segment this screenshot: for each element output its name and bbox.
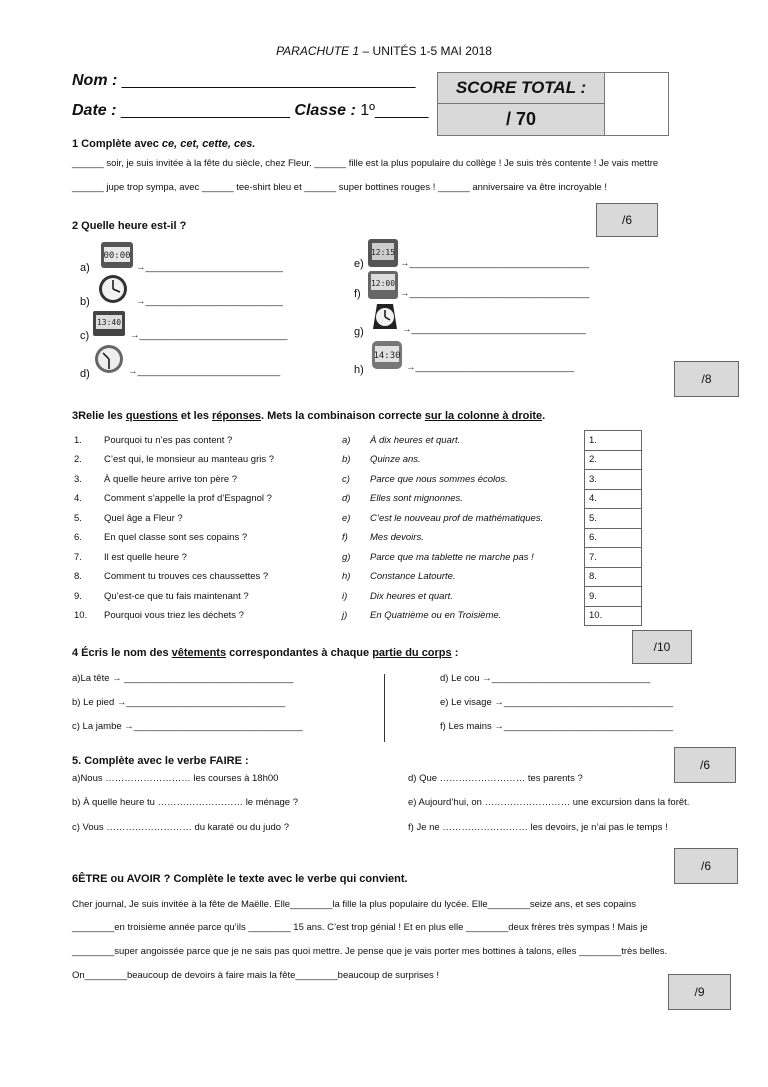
answer-box[interactable]: 8.: [585, 567, 642, 587]
clock-item-a-label: a): [80, 262, 90, 274]
section-6-title: 6ÊTRE ou AVOIR ? Complète le texte avec le verbe qui convient.: [72, 873, 408, 885]
question-text: Il est quelle heure ?: [104, 551, 187, 563]
table-row: [70, 528, 642, 548]
answer-letter: b): [342, 454, 351, 466]
answer-letter: j): [342, 610, 348, 622]
clock-item-d-label: d): [80, 368, 90, 380]
table-row: [70, 470, 642, 490]
section-1-line-1: ______ soir, je suis invitée à la fête du siècle, chez Fleur. ______ fille est la plus populaire du collège ! Je suis très contente ! Je vais mettre: [72, 158, 659, 169]
clock-item-g-label: g): [354, 326, 364, 338]
answer-letter: d): [342, 493, 351, 505]
s3-end: .: [542, 410, 546, 422]
s5-item-a[interactable]: a)Nous ……………………… les courses à 18h00: [72, 773, 279, 784]
s4-item-a[interactable]: a)La tête → ________________________________: [72, 673, 294, 684]
score-total-box: [437, 72, 669, 136]
answer-box[interactable]: 5.: [585, 509, 642, 529]
date-field[interactable]: ___________________: [120, 102, 290, 119]
clock-e-time: 12:15: [370, 248, 396, 257]
clock-item-b-line[interactable]: →__________________________: [136, 296, 283, 307]
section-1-title: [72, 138, 255, 150]
s3-mid1: et les: [177, 410, 213, 422]
s3-mid2: . Mets la combinaison correcte: [260, 410, 425, 422]
s4-mid: correspondantes à chaque: [226, 647, 373, 659]
question-text: Comment tu trouves ces chaussettes ?: [104, 571, 269, 583]
answer-text: Parce que nous sommes écolos.: [370, 473, 508, 485]
s5-item-f[interactable]: f) Je ne ……………………… les devoirs, je n’ai pas le temps !: [408, 822, 668, 833]
row-number: 7.: [74, 551, 82, 563]
score-total-value: / 70: [438, 104, 605, 135]
s4-item-b[interactable]: b) Le pied →______________________________: [72, 697, 285, 708]
clock-item-f-line[interactable]: →__________________________________: [400, 288, 590, 299]
question-text: Pourquoi tu n’es pas content ?: [104, 434, 233, 446]
section-2-points-a: /6: [596, 203, 658, 237]
section-5-title: 5. Complète avec le verbe FAIRE :: [72, 755, 249, 767]
question-text: Pourquoi vous triez les déchets ?: [104, 610, 244, 622]
analog-clock-icon: [92, 344, 126, 379]
s3-colonne: sur la colonne à droite: [424, 410, 543, 422]
table-row: [70, 548, 642, 568]
clock-c-time: 13:40: [96, 318, 122, 327]
table-row: [70, 431, 642, 451]
row-number: 5.: [74, 512, 82, 524]
s4-end: :: [451, 647, 459, 659]
answer-text: C’est le nouveau prof de mathématiques.: [370, 512, 544, 524]
table-row: [70, 489, 642, 509]
answer-box[interactable]: 6.: [585, 528, 642, 548]
date-row: [72, 102, 428, 120]
answer-letter: a): [342, 434, 351, 446]
nom-field[interactable]: _________________________________: [121, 72, 416, 89]
section-2-title: 2 Quelle heure est-il ?: [72, 220, 187, 232]
row-number: 3.: [74, 473, 82, 485]
answer-text: En Quatrième ou en Troisième.: [370, 610, 502, 622]
header-title-rest: – UNITÉS 1-5 MAI 2018: [359, 44, 492, 58]
classe-field[interactable]: 1º______: [360, 102, 429, 119]
row-number: 8.: [74, 571, 82, 583]
answer-box[interactable]: 1.: [585, 431, 642, 451]
table-row: [70, 567, 642, 587]
s6-line-2: ________en troisième année parce qu’ils ________ 15 ans. C’est trop génial ! Et en plus elle ________deux frères très sympas ! Mais je: [72, 922, 648, 933]
answer-text: Quinze ans.: [370, 454, 421, 466]
date-label: Date :: [72, 102, 121, 119]
s4-item-c[interactable]: c) La jambe →________________________________: [72, 721, 303, 732]
section-1-line-2: ______ jupe trop sympa, avec ______ tee-shirt bleu et ______ super bottines rouges ! ______ anniversaire va être incroyable !: [72, 182, 607, 193]
row-number: 9.: [74, 590, 82, 602]
clock-f-time: 12:00: [370, 279, 396, 288]
question-text: Quel âge a Fleur ?: [104, 512, 183, 524]
s4-item-e[interactable]: e) Le visage →________________________________: [440, 697, 673, 708]
clock-item-c-label: c): [80, 330, 90, 342]
score-total-label: SCORE TOTAL :: [438, 73, 605, 104]
section-4-title: [72, 647, 458, 659]
clock-item-f-label: f): [354, 288, 361, 300]
header-title-italic: PARACHUTE 1: [276, 44, 360, 58]
s4-item-d[interactable]: d) Le cou →______________________________: [440, 673, 651, 684]
s4-item-f[interactable]: f) Les mains →________________________________: [440, 721, 673, 732]
question-text: C’est qui, le monsieur au manteau gris ?: [104, 454, 275, 466]
clock-item-e-line[interactable]: →__________________________________: [400, 258, 590, 269]
question-text: Qu’est-ce que tu fais maintenant ?: [104, 590, 249, 602]
clock-item-d-line[interactable]: →___________________________: [128, 366, 281, 377]
answer-text: À dix heures et quart.: [370, 434, 461, 446]
answer-letter: f): [342, 532, 348, 544]
digital-clock-icon: [366, 238, 400, 273]
section-1-words: ce, cet, cette, ces.: [161, 138, 256, 150]
answer-box[interactable]: 4.: [585, 489, 642, 509]
answer-text: Parce que ma tablette ne marche pas !: [370, 551, 534, 563]
page-header: [0, 44, 768, 58]
clock-h-time: 14:30: [373, 351, 401, 361]
s4-pre: 4 Écris le nom des: [72, 647, 172, 659]
digital-clock-icon: [370, 340, 404, 375]
section-4-points: /10: [632, 630, 692, 664]
row-number: 2.: [74, 454, 82, 466]
clock-item-e-label: e): [354, 258, 364, 270]
classe-label: Classe :: [289, 102, 361, 119]
table-row: [70, 606, 642, 626]
nom-row: [72, 72, 415, 90]
table-row: [70, 587, 642, 607]
answer-letter: c): [342, 473, 350, 485]
final-points-box: /9: [668, 974, 731, 1010]
question-text: En quel classe sont ses copains ?: [104, 532, 248, 544]
answer-text: Constance Latourte.: [370, 571, 456, 583]
digital-clock-icon: [100, 240, 134, 275]
nom-label: Nom :: [72, 72, 122, 89]
section-2-points-b: /8: [674, 361, 739, 397]
row-number: 10.: [74, 610, 88, 622]
table-row: [70, 509, 642, 529]
answer-letter: e): [342, 512, 351, 524]
row-number: 1.: [74, 434, 82, 446]
answer-text: Mes devoirs.: [370, 532, 424, 544]
answer-text: Elles sont mignonnes.: [370, 493, 463, 505]
s5-item-b[interactable]: b) À quelle heure tu ……………………… le ménage ?: [72, 797, 298, 808]
question-text: À quelle heure arrive ton père ?: [104, 473, 238, 485]
s6-line-4: On________beaucoup de devoirs à faire mais la fête________beaucoup de surprises !: [72, 970, 440, 981]
column-divider: [384, 674, 385, 742]
clock-item-h-line[interactable]: →______________________________: [406, 362, 575, 373]
row-number: 4.: [74, 493, 82, 505]
s5-item-c[interactable]: c) Vous ……………………… du karaté ou du judo ?: [72, 822, 290, 833]
clock-item-b-label: b): [80, 296, 90, 308]
row-number: 6.: [74, 532, 82, 544]
answer-text: Dix heures et quart.: [370, 590, 453, 602]
digital-clock-icon: [92, 308, 126, 343]
answer-box[interactable]: 3.: [585, 470, 642, 490]
answer-letter: h): [342, 571, 351, 583]
clock-item-c-line[interactable]: →____________________________: [130, 330, 288, 341]
s5-item-d[interactable]: d) Que ……………………… tes parents ?: [408, 773, 583, 784]
s6-line-3: ________super angoissée parce que je ne sais pas quoi mettre. Je pense que je vais porter mes bottines à talons, elles ________très belles.: [72, 946, 668, 957]
section-1-num: 1 Complète avec: [72, 138, 162, 150]
table-row: [70, 450, 642, 470]
section-3-title: [72, 410, 545, 422]
clock-a-time: 00:00: [103, 251, 131, 261]
s3-pre: 3Relie les: [72, 410, 126, 422]
answer-letter: i): [342, 590, 348, 602]
section-6-points: /6: [674, 848, 738, 884]
analog-clock-icon: [368, 300, 402, 335]
section-5-points: /6: [674, 747, 736, 783]
answer-box[interactable]: 2.: [585, 450, 642, 470]
s6-line-1: Cher journal, Je suis invitée à la fête de Maëlle. Elle________la fille la plus populaire du lycée. Elle________seize ans, et ses copains: [72, 899, 637, 910]
clock-item-g-line[interactable]: →_________________________________: [402, 324, 586, 335]
s4-vetements: vêtements: [171, 647, 227, 659]
clock-item-a-line[interactable]: →__________________________: [136, 262, 283, 273]
s5-item-e[interactable]: e) Aujourd’hui, on ……………………… une excursion dans la forêt.: [408, 797, 690, 808]
s4-partie: partie du corps: [372, 647, 452, 659]
answer-box[interactable]: 10.: [585, 606, 642, 626]
analog-clock-icon: [96, 274, 130, 309]
answer-box[interactable]: 9.: [585, 587, 642, 607]
s3-reponses: réponses: [212, 410, 261, 422]
s3-questions: questions: [125, 410, 178, 422]
answer-letter: g): [342, 551, 351, 563]
answer-box[interactable]: 7.: [585, 548, 642, 568]
question-text: Comment s’appelle la prof d’Espagnol ?: [104, 493, 272, 505]
clock-item-h-label: h): [354, 364, 364, 376]
matching-table: [70, 430, 642, 626]
